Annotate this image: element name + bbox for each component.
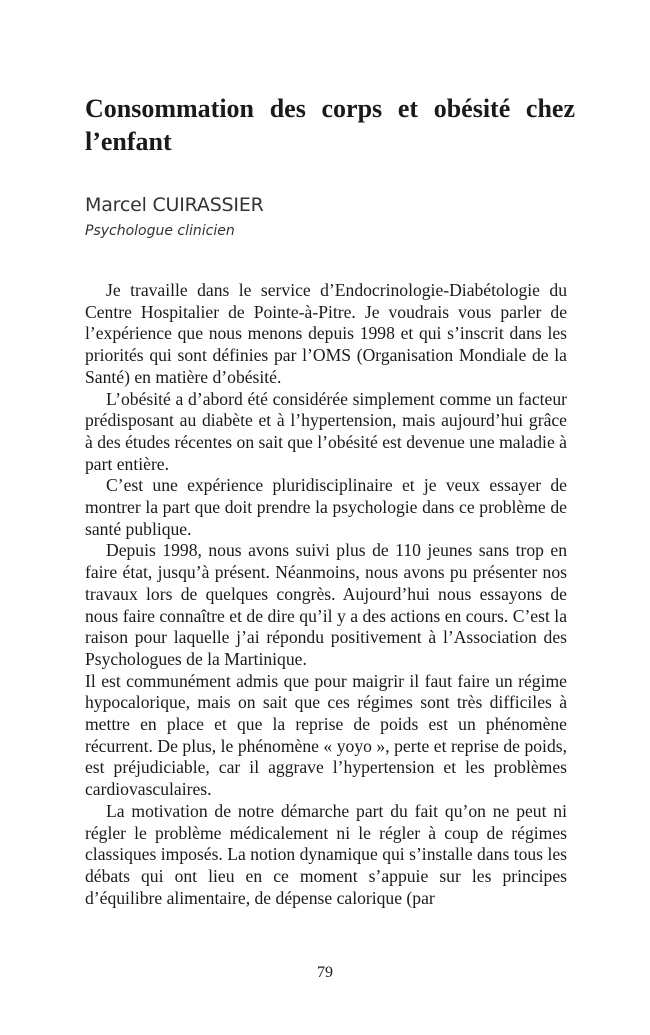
author-role: Psychologue clinicien <box>85 223 235 239</box>
author-name: Marcel CUIRASSIER <box>85 194 264 216</box>
paragraph: Il est communément admis que pour maigrir il faut faire un régime hypocalorique, mais on sait que ces régimes sont très difficiles à mettre en place et que la reprise de poids est un phénomène récurrent. De plus, le phénomène « yoyo », perte et reprise de poids, est préjudiciable, car il aggrave l’hypertension et les problèmes cardiovasculaires. <box>85 670 567 800</box>
paragraph: Je travaille dans le service d’Endocrinologie-Diabétologie du Centre Hospitalier de Pointe-à-Pitre. Je voudrais vous parler de l’expérience que nous menons depuis 1998 et qui s’inscrit dans les priorités qui sont définies par l’OMS (Organisation Mondiale de la Santé) en matière d’obésité. <box>85 280 567 387</box>
paragraph: Depuis 1998, nous avons suivi plus de 110 jeunes sans trop en faire état, jusqu’à présent. Néanmoins, nous avons pu présenter nos travaux lors de quelques congrès. Aujourd’hui nous essayons de nous faire connaître et de dire qu’il y a des actions en cours. C’est la raison pour laquelle j’ai répondu positivement à l’Association des Psychologues de la Martinique. <box>85 540 567 669</box>
article-title: Consommation des corps et obésité chez l’enfant <box>85 94 575 156</box>
paragraph: La motivation de notre démarche part du fait qu’on ne peut ni régler le problème médicalement ni le régler à coup de régimes classiques imposés. La notion dynamique qui s’installe dans tous les débats qui ont lieu en ce moment s’appuie sur les principes d’équilibre alimentaire, de dépense calorique (par <box>85 800 567 908</box>
page-number: 79 <box>317 964 333 981</box>
paragraph: L’obésité a d’abord été considérée simplement comme un facteur prédisposant au diabète et à l’hypertension, mais aujourd’hui grâce à des études récentes on sait que l’obésité est devenue une maladie à part entière. <box>85 388 567 474</box>
article-body <box>85 280 567 909</box>
paragraph: C’est une expérience pluridisciplinaire et je veux essayer de montrer la part que doit prendre la psychologie dans ce problème de santé publique. <box>85 475 567 539</box>
